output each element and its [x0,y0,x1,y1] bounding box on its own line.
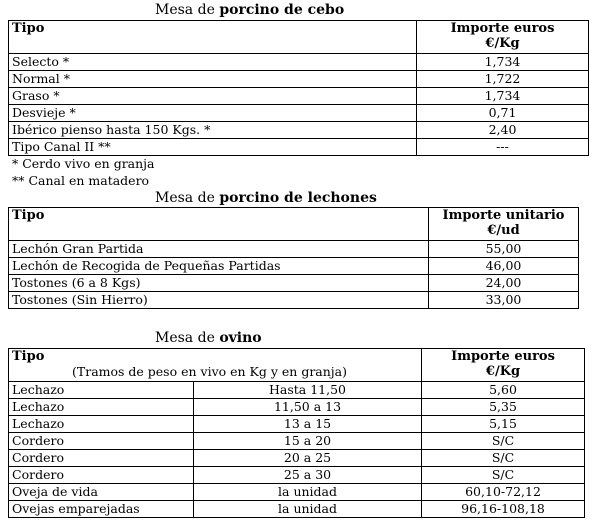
ovino-header-price [422,349,585,382]
cebo-header-price-2: €/Kg [485,36,520,51]
ovino-price-cell: S/C [422,467,585,484]
ovino-tramo-cell: 25 a 30 [194,467,422,484]
table-row [9,416,585,433]
cebo-note-2: ** Canal en matadero [12,173,150,188]
table-row [9,241,579,258]
table-row [9,501,585,518]
ovino-tipo-cell: Lechazo [9,399,194,416]
table-row [9,467,585,484]
ovino-tramo-cell: 20 a 25 [194,450,422,467]
cebo-tipo-cell: Graso * [9,88,417,105]
ovino-tramo-cell: 13 a 15 [194,416,422,433]
ovino-header-row [9,349,585,382]
cebo-header-tipo: Tipo [9,21,417,54]
ovino-tipo-cell: Cordero [9,433,194,450]
cebo-price-cell: 1,734 [417,88,589,105]
ovino-header-price-1: Importe euros [451,349,555,364]
table-row [9,433,585,450]
ovino-title [155,330,262,346]
table-row [9,275,579,292]
ovino-tipo-cell: Ovejas emparejadas [9,501,194,518]
ovino-tramo-cell: 11,50 a 13 [194,399,422,416]
ovino-header-tipo [9,349,422,382]
cebo-price-cell: 0,71 [417,105,589,122]
table-row [9,71,589,88]
ovino-header-sub: (Tramos de peso en vivo en Kg y en granja) [72,364,348,379]
ovino-price-cell: S/C [422,433,585,450]
ovino-title-bold: ovino [219,330,262,346]
ovino-title-prefix: Mesa de [155,330,220,346]
cebo-table [8,20,589,156]
table-row [9,105,589,122]
cebo-tipo-cell: Selecto * [9,54,417,71]
ovino-price-cell: 5,15 [422,416,585,433]
ovino-tramo-cell: Hasta 11,50 [194,382,422,399]
table-row [9,258,579,275]
lechones-price-cell: 24,00 [429,275,579,292]
ovino-header-price-2: €/Kg [485,364,521,379]
cebo-header-price-1: Importe euros [450,21,555,36]
table-row [9,122,589,139]
cebo-price-cell: 2,40 [417,122,589,139]
lechones-header-price [429,208,579,241]
ovino-tramo-cell: 15 a 20 [194,433,422,450]
table-row [9,399,585,416]
cebo-note-1: * Cerdo vivo en granja [12,156,155,171]
cebo-tipo-cell: Tipo Canal II ** [9,139,417,156]
table-row [9,139,589,156]
ovino-price-cell: S/C [422,450,585,467]
ovino-tipo-cell: Oveja de vida [9,484,194,501]
table-row [9,292,579,309]
cebo-header-price [417,21,589,54]
cebo-title-bold: porcino de cebo [219,2,345,18]
ovino-tipo-cell: Lechazo [9,416,194,433]
ovino-price-cell: 60,10-72,12 [422,484,585,501]
lechones-title-prefix: Mesa de [155,190,220,206]
lechones-tipo-cell: Tostones (6 a 8 Kgs) [9,275,429,292]
cebo-title [155,2,344,18]
lechones-tipo-cell: Lechón de Recogida de Pequeñas Partidas [9,258,429,275]
cebo-header-row [9,21,589,54]
ovino-table [8,348,585,518]
ovino-price-cell: 5,60 [422,382,585,399]
lechones-price-cell: 55,00 [429,241,579,258]
lechones-price-cell: 46,00 [429,258,579,275]
ovino-header-tipo-label: Tipo [12,349,45,364]
ovino-tramo-cell: la unidad [194,501,422,518]
lechones-price-cell: 33,00 [429,292,579,309]
lechones-tipo-cell: Lechón Gran Partida [9,241,429,258]
lechones-table [8,207,579,309]
ovino-tipo-cell: Cordero [9,467,194,484]
table-row [9,88,589,105]
cebo-price-cell: 1,722 [417,71,589,88]
lechones-title-bold: porcino de lechones [219,190,377,206]
ovino-tipo-cell: Lechazo [9,382,194,399]
cebo-title-prefix: Mesa de [155,2,220,18]
cebo-price-cell: --- [417,139,589,156]
cebo-tipo-cell: Ibérico pienso hasta 150 Kgs. * [9,122,417,139]
ovino-price-cell: 5,35 [422,399,585,416]
table-row [9,450,585,467]
cebo-price-cell: 1,734 [417,54,589,71]
lechones-header-row [9,208,579,241]
table-row [9,382,585,399]
lechones-header-price-1: Importe unitario [442,208,565,223]
table-row [9,484,585,501]
ovino-price-cell: 96,16-108,18 [422,501,585,518]
cebo-tipo-cell: Desvieje * [9,105,417,122]
cebo-tipo-cell: Normal * [9,71,417,88]
lechones-header-tipo: Tipo [9,208,429,241]
lechones-tipo-cell: Tostones (Sin Hierro) [9,292,429,309]
lechones-title [155,190,377,206]
lechones-header-price-2: €/ud [487,223,520,238]
table-row [9,54,589,71]
ovino-tramo-cell: la unidad [194,484,422,501]
ovino-tipo-cell: Cordero [9,450,194,467]
